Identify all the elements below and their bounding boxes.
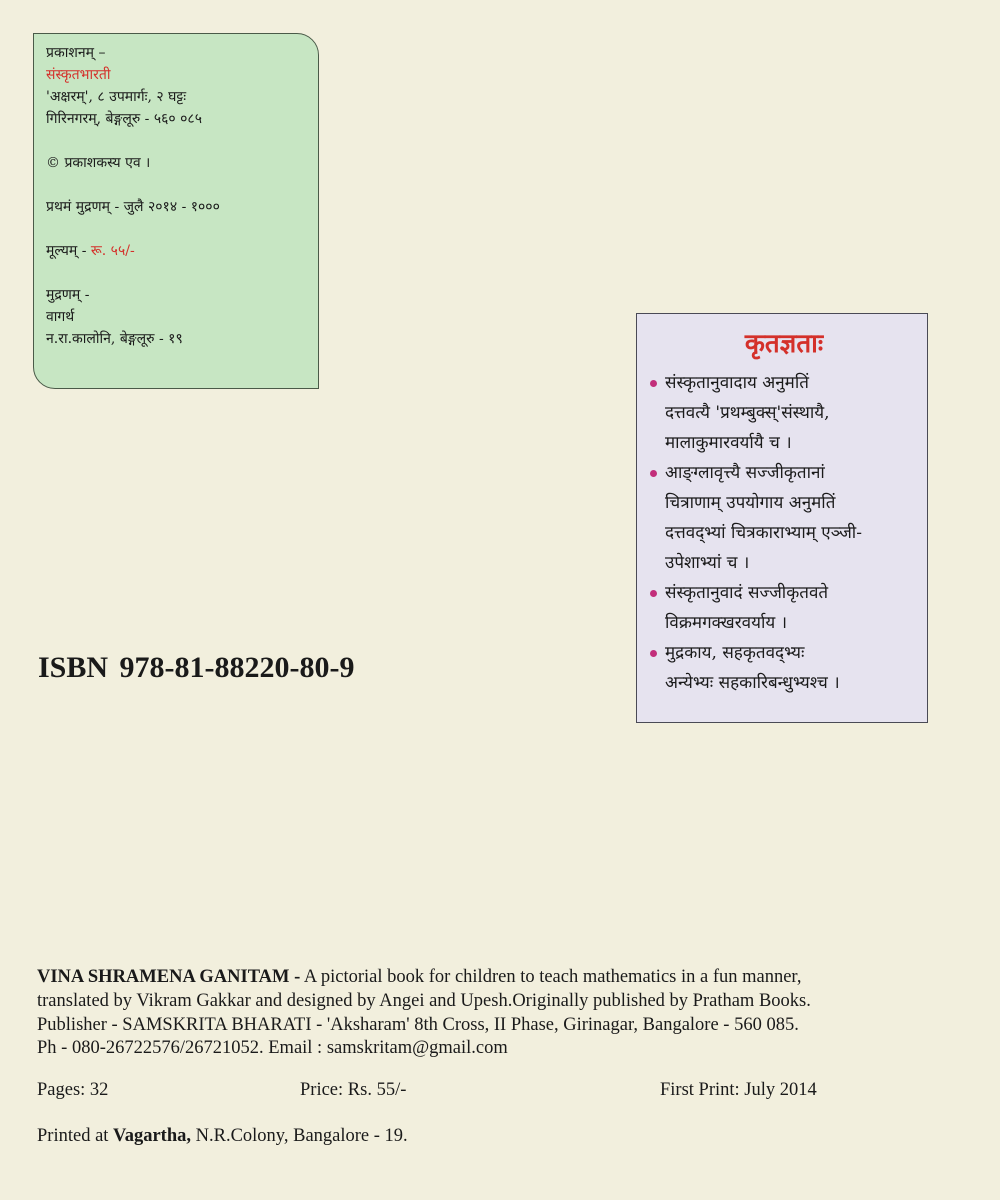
acknowledgement-box bbox=[636, 313, 928, 723]
acknowledgement-item bbox=[649, 638, 919, 698]
acknowledgement-item bbox=[649, 578, 919, 638]
ack-line: दत्तवद्भ्यां चित्रकाराभ्याम् एञ्जी- bbox=[665, 523, 862, 543]
isbn-number: ISBN 978-81-88220-80-9 bbox=[38, 651, 355, 684]
bullet-icon bbox=[650, 650, 657, 657]
ack-line: दत्तवत्यै 'प्रथम्बुक्स्'संस्थायै, bbox=[665, 403, 830, 423]
copyright-line: © प्रकाशकस्य एव । bbox=[46, 155, 151, 171]
price-english: Price: Rs. 55/- bbox=[300, 1080, 407, 1100]
printer-address-english: N.R.Colony, Bangalore - 19. bbox=[191, 1126, 408, 1146]
price-value: रू. ५५/- bbox=[90, 243, 135, 259]
ack-line: आङ्ग्लावृत्त्यै सज्जीकृतानां bbox=[665, 463, 825, 483]
bullet-icon bbox=[650, 470, 657, 477]
ack-line: विक्रमगक्खरवर्याय । bbox=[665, 613, 788, 633]
acknowledgement-title: कृतज्ञताः bbox=[744, 329, 824, 359]
book-title: VINA SHRAMENA GANITAM - bbox=[37, 967, 301, 987]
ack-line: अन्येभ्यः सहकारिबन्धुभ्यश्च । bbox=[665, 673, 840, 693]
printer-name: वागर्थ bbox=[46, 309, 75, 325]
colophon-line-2: translated by Vikram Gakkar and designed by Angei and Upesh.Originally published by Pratham Books. bbox=[37, 991, 811, 1011]
colophon-line-4: Ph - 080-26722576/26721052. Email : samskritam@gmail.com bbox=[37, 1038, 508, 1058]
price-label: मूल्यम् - bbox=[46, 243, 91, 259]
printer-name-english: Vagartha, bbox=[113, 1126, 191, 1146]
publisher-address-1: 'अक्षरम्', ८ उपमार्गः, २ घट्टः bbox=[46, 89, 187, 105]
ack-line: उपेशाभ्यां च । bbox=[665, 553, 750, 573]
printed-at-label: Printed at bbox=[37, 1126, 114, 1146]
printed-at-line bbox=[37, 1125, 967, 1147]
publisher-heading: प्रकाशनम् – bbox=[46, 45, 106, 61]
pages-count: Pages: 32 bbox=[37, 1080, 109, 1100]
ack-line: मालाकुमारवर्यायै च । bbox=[665, 433, 792, 453]
ack-line: संस्कृतानुवादं सज्जीकृतवते bbox=[665, 583, 829, 603]
ack-line: संस्कृतानुवादाय अनुमतिं bbox=[665, 373, 809, 393]
bullet-icon bbox=[650, 380, 657, 387]
acknowledgement-item bbox=[649, 368, 919, 458]
price-line bbox=[46, 240, 318, 262]
ack-line: चित्राणाम् उपयोगाय अनुमतिं bbox=[665, 493, 836, 513]
colophon-line-3: Publisher - SAMSKRITA BHARATI - 'Aksharam' 8th Cross, II Phase, Girinagar, Bangalore - 560 085. bbox=[37, 1015, 799, 1035]
publisher-address-2: गिरिनगरम्, बेङ्गलूरु - ५६० ०८५ bbox=[46, 111, 202, 127]
first-print-english: First Print: July 2014 bbox=[660, 1080, 817, 1100]
colophon-line-1 bbox=[37, 966, 967, 988]
publisher-info-box bbox=[33, 33, 319, 389]
acknowledgement-item bbox=[649, 458, 919, 578]
book-description: A pictorial book for children to teach mathematics in a fun manner, bbox=[300, 967, 802, 987]
publisher-name: संस्कृतभारती bbox=[46, 67, 111, 83]
first-print-line: प्रथमं मुद्रणम् - जुलै २०१४ - १००० bbox=[46, 199, 220, 215]
printer-heading: मुद्रणम् - bbox=[46, 287, 90, 303]
ack-line: मुद्रकाय, सहकृतवद्भ्यः bbox=[665, 643, 805, 663]
bullet-icon bbox=[650, 590, 657, 597]
printer-address: न.रा.कालोनि, बेङ्गलूरु - १९ bbox=[46, 331, 183, 347]
